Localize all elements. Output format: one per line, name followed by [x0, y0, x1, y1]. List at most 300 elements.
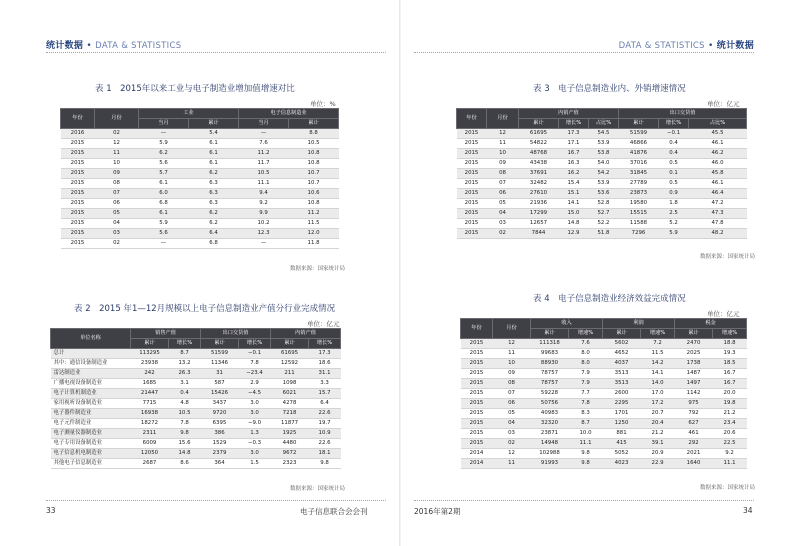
table3-unit: 单位：亿元: [707, 100, 740, 108]
table2-cell: 17.3: [309, 349, 341, 359]
table4: [460, 318, 747, 469]
table2-cell: 10.5: [169, 409, 201, 419]
table3-cell: 47.2: [689, 199, 747, 209]
table4-header-sub: 增速%: [641, 329, 675, 339]
running-head-right: [619, 38, 754, 51]
table1-row: [61, 179, 339, 189]
table1-cell: 8.8: [289, 129, 339, 139]
table3-cell: 15.4: [559, 179, 589, 189]
table3-header-sub: 占比%: [689, 119, 747, 129]
table1-cell: 9.9: [239, 209, 289, 219]
table2-cell: 18.6: [309, 359, 341, 369]
table1-cell: 9.2: [239, 199, 289, 209]
table3-cell: 32482: [519, 179, 559, 189]
table1-header-sub: 累计: [289, 119, 339, 129]
table1-source: 数据来源：国家统计局: [290, 266, 346, 272]
table4-header-sub: 增速%: [713, 329, 747, 339]
table2-unit: 单位：亿元: [307, 320, 340, 328]
table3-cell: 41876: [619, 149, 659, 159]
table3-cell: 53.9: [589, 139, 619, 149]
table2-cell: 12592: [271, 359, 309, 369]
table3-header-sub: 占比%: [589, 119, 619, 129]
table3-cell: 54.5: [589, 129, 619, 139]
table3-cell: 2015: [457, 149, 487, 159]
table3-cell: 52.8: [589, 199, 619, 209]
table3-cell: 12: [487, 129, 519, 139]
table2-cell: 2323: [271, 459, 309, 469]
table1-cell: 02: [95, 129, 139, 139]
table4-cell: 1497: [675, 379, 713, 389]
table4-cell: 9.2: [713, 449, 747, 459]
page-number-right: 34: [743, 506, 753, 515]
table3-cell: 02: [487, 229, 519, 239]
table2-row: [51, 379, 341, 389]
table4-cell: 23.4: [713, 419, 747, 429]
table3-cell: 46.1: [689, 139, 747, 149]
table4-cell: 9.8: [569, 459, 603, 469]
table3-cell: 15.0: [559, 209, 589, 219]
table3-row: [457, 189, 747, 199]
table2-cell: 26.3: [169, 369, 201, 379]
table2-cell: 11877: [271, 419, 309, 429]
table4-cell: 792: [675, 409, 713, 419]
table4-cell: 32320: [531, 419, 569, 429]
table2-cell: 242: [131, 369, 169, 379]
table1-cell: 6.1: [139, 209, 189, 219]
table1-cell: 12.0: [289, 229, 339, 239]
table4-cell: 111318: [531, 339, 569, 349]
journal-name: 电子信息联合会会刊: [300, 507, 368, 516]
table4-caption: 表 4 电子信息制造业经济效益完成情况: [533, 294, 686, 304]
table4-cell: 17.2: [641, 399, 675, 409]
table4-cell: 2600: [603, 389, 641, 399]
table2-cell: 6009: [131, 439, 169, 449]
table2-cell: 3.0: [239, 449, 271, 459]
table2-cell: 6395: [201, 419, 239, 429]
table2-cell: 电子元件制造业: [51, 419, 131, 429]
table2-cell: 13.2: [169, 359, 201, 369]
table1-row: [61, 139, 339, 149]
table3-cell: 11588: [619, 219, 659, 229]
table3-cell: 46.0: [689, 159, 747, 169]
table2-cell: 9.8: [169, 429, 201, 439]
table1-cell: 05: [95, 209, 139, 219]
table4-header-year: 年份: [461, 319, 493, 339]
table2-cell: 9672: [271, 449, 309, 459]
table4-row: [461, 449, 747, 459]
table3-cell: 15515: [619, 209, 659, 219]
table1-header-sub: 累计: [189, 119, 239, 129]
table2-cell: −4.5: [239, 389, 271, 399]
table4-header-sub: 累计: [675, 329, 713, 339]
table3-row: [457, 219, 747, 229]
table4-cell: 88930: [531, 359, 569, 369]
table2-cell: 0.4: [169, 389, 201, 399]
table2-header-sub: 增长%: [169, 339, 201, 349]
table1-cell: —: [239, 239, 289, 249]
table1-cell: 6.3: [189, 199, 239, 209]
table4-cell: 2014: [461, 459, 493, 469]
table3-cell: 61695: [519, 129, 559, 139]
table4-cell: 2470: [675, 339, 713, 349]
table3-cell: 15.1: [559, 189, 589, 199]
table3: [456, 108, 747, 239]
table3-cell: 16.3: [559, 159, 589, 169]
table2-cell: 电子器件制造业: [51, 409, 131, 419]
running-head-left-cn: 统计数据: [46, 41, 84, 51]
table4-cell: 11.5: [641, 349, 675, 359]
table3-cell: 12657: [519, 219, 559, 229]
table1-row: [61, 189, 339, 199]
table1-cell: 5.9: [139, 139, 189, 149]
table4-cell: 2015: [461, 359, 493, 369]
table2-cell: 电子信息机电制造业: [51, 449, 131, 459]
table4-header-sub: 累计: [603, 329, 641, 339]
table4-cell: 14.2: [641, 359, 675, 369]
table4-cell: 7.7: [569, 389, 603, 399]
table4-cell: 14.1: [641, 369, 675, 379]
table2-cell: 113295: [131, 349, 169, 359]
table3-cell: 16.7: [559, 149, 589, 159]
table1-cell: 6.0: [139, 189, 189, 199]
header-rule-right: [414, 52, 754, 53]
table2-cell: 电子专用设备制造业: [51, 439, 131, 449]
table1-cell: 02: [95, 239, 139, 249]
table4-unit: 单位：亿元: [707, 310, 740, 318]
table2-cell: 总计: [51, 349, 131, 359]
table2-cell: 广播电视设备制造业: [51, 379, 131, 389]
table4-cell: 2295: [603, 399, 641, 409]
table4-header-sub: 累计: [531, 329, 569, 339]
table2-cell: 4480: [271, 439, 309, 449]
table3-row: [457, 169, 747, 179]
table2-cell: 2.9: [239, 379, 271, 389]
table1-cell: 10.8: [289, 159, 339, 169]
table4-cell: 20.4: [641, 419, 675, 429]
table4-cell: 20.9: [641, 449, 675, 459]
table2-caption: 表 2 2015 年1—12月规模以上电子信息制造业产值分行业完成情况: [74, 304, 336, 314]
table4-cell: 14948: [531, 439, 569, 449]
table4-cell: 8.7: [569, 419, 603, 429]
table4-row: [461, 429, 747, 439]
table2-cell: −0.1: [239, 349, 271, 359]
table3-cell: 0.5: [659, 179, 689, 189]
table3-cell: 2015: [457, 209, 487, 219]
table4-cell: 78757: [531, 369, 569, 379]
table3-cell: 06: [487, 189, 519, 199]
table4-cell: 7.8: [569, 399, 603, 409]
table4-cell: 23871: [531, 429, 569, 439]
table2-source: 数据来源：国家统计局: [290, 486, 346, 492]
table2-row: [51, 449, 341, 459]
table4-cell: 39.1: [641, 439, 675, 449]
table1-cell: 2015: [61, 149, 95, 159]
table3-cell: 46.2: [689, 149, 747, 159]
table3-cell: 48768: [519, 149, 559, 159]
table4-cell: 11: [493, 459, 531, 469]
table2-cell: 19.7: [309, 419, 341, 429]
table4-cell: 292: [675, 439, 713, 449]
table3-row: [457, 209, 747, 219]
table3-cell: 2015: [457, 159, 487, 169]
table1-cell: 6.3: [189, 179, 239, 189]
page-number-left: 33: [46, 506, 56, 515]
table4-cell: 19.8: [713, 399, 747, 409]
table2-header-domestic: 内销产值: [271, 329, 341, 339]
table2-row: [51, 459, 341, 469]
table2-header-sub: 累计: [131, 339, 169, 349]
page-gutter: [399, 0, 401, 546]
table2-row: [51, 399, 341, 409]
table3-cell: 53.9: [589, 179, 619, 189]
table2-cell: 1.3: [239, 429, 271, 439]
table3-cell: 43438: [519, 159, 559, 169]
table2-cell: 雷达制造业: [51, 369, 131, 379]
table2-cell: 10.9: [309, 429, 341, 439]
table4-cell: 1142: [675, 389, 713, 399]
table3-header-year: 年份: [457, 109, 487, 129]
table1-row: [61, 209, 339, 219]
table4-cell: 16.7: [713, 379, 747, 389]
table4-row: [461, 439, 747, 449]
table4-cell: 1487: [675, 369, 713, 379]
table1-cell: 2015: [61, 239, 95, 249]
table3-cell: 03: [487, 219, 519, 229]
table2-body: [51, 349, 341, 469]
table2-row: [51, 439, 341, 449]
table4-cell: 05: [493, 409, 531, 419]
table4-cell: 7.2: [641, 339, 675, 349]
table1-cell: 12: [95, 139, 139, 149]
table2-cell: 23938: [131, 359, 169, 369]
table4-row: [461, 399, 747, 409]
table3-cell: 05: [487, 199, 519, 209]
table4-cell: 8.0: [569, 359, 603, 369]
table2-cell: 8.7: [169, 349, 201, 359]
table3-cell: 27789: [619, 179, 659, 189]
table1-cell: —: [139, 129, 189, 139]
table4-cell: 1701: [603, 409, 641, 419]
table4-cell: 20.7: [641, 409, 675, 419]
table4-cell: 07: [493, 389, 531, 399]
table2-cell: 3.0: [239, 399, 271, 409]
table4-cell: 2025: [675, 349, 713, 359]
table2-header-sub: 增长%: [309, 339, 341, 349]
table4-row: [461, 369, 747, 379]
table3-cell: 12.9: [559, 229, 589, 239]
table3-cell: 47.8: [689, 219, 747, 229]
running-head-right-en: DATA & STATISTICS: [618, 41, 705, 51]
table3-header-sub: 累计: [519, 119, 559, 129]
table3-cell: 0.1: [659, 169, 689, 179]
table4-cell: 7.9: [569, 369, 603, 379]
table4-cell: 627: [675, 419, 713, 429]
table1-cell: 2015: [61, 159, 95, 169]
table1-header-year: 年份: [61, 109, 95, 129]
table3-header-sub: 增长%: [659, 119, 689, 129]
table4-cell: 5052: [603, 449, 641, 459]
table2-cell: 31.1: [309, 369, 341, 379]
table1-cell: 2015: [61, 189, 95, 199]
table4-cell: 21.2: [641, 429, 675, 439]
table2: [50, 328, 341, 469]
table2-cell: 22.6: [309, 439, 341, 449]
table4-cell: 21.2: [713, 409, 747, 419]
table4-cell: 11: [493, 349, 531, 359]
table4-cell: 10.0: [569, 429, 603, 439]
table3-cell: 48.2: [689, 229, 747, 239]
table3-cell: 17.3: [559, 129, 589, 139]
table4-cell: 102988: [531, 449, 569, 459]
table2-cell: 1098: [271, 379, 309, 389]
table4-cell: 17.0: [641, 389, 675, 399]
table1-cell: 03: [95, 229, 139, 239]
table2-cell: 7.8: [239, 359, 271, 369]
table3-cell: 37691: [519, 169, 559, 179]
table2-cell: 2311: [131, 429, 169, 439]
table3-cell: 10: [487, 149, 519, 159]
table4-cell: 415: [603, 439, 641, 449]
table4-cell: 1738: [675, 359, 713, 369]
table3-cell: 5.2: [659, 219, 689, 229]
table2-cell: −9.0: [239, 419, 271, 429]
table1-row: [61, 129, 339, 139]
table3-cell: 19580: [619, 199, 659, 209]
table1-cell: 2015: [61, 209, 95, 219]
table1-cell: 6.8: [189, 239, 239, 249]
table3-cell: 2015: [457, 229, 487, 239]
table4-row: [461, 389, 747, 399]
table4-cell: 3513: [603, 379, 641, 389]
header-rule-left: [46, 52, 386, 53]
table3-cell: 52.7: [589, 209, 619, 219]
table2-header-sub: 累计: [201, 339, 239, 349]
table4-cell: 40983: [531, 409, 569, 419]
table4-cell: 18.8: [713, 339, 747, 349]
table4-cell: 2015: [461, 419, 493, 429]
table1-cell: 04: [95, 219, 139, 229]
table3-cell: 0.4: [659, 149, 689, 159]
table1-header-industry: 工业: [139, 109, 239, 119]
table1-row: [61, 149, 339, 159]
table4-cell: 9.8: [569, 449, 603, 459]
issue-label: 2016年第2期: [414, 507, 461, 516]
table3-caption: 表 3 电子信息制造业内、外销增速情况: [533, 84, 686, 94]
table1-cell: 5.6: [139, 229, 189, 239]
table3-cell: 2015: [457, 129, 487, 139]
table4-row: [461, 409, 747, 419]
table2-cell: 6.4: [309, 399, 341, 409]
table3-cell: 16.2: [559, 169, 589, 179]
table4-cell: 18.5: [713, 359, 747, 369]
table2-cell: 1685: [131, 379, 169, 389]
table3-cell: 54.2: [589, 169, 619, 179]
table2-header-export: 出口交货值: [201, 329, 271, 339]
table4-cell: 2015: [461, 399, 493, 409]
table1-cell: 6.8: [139, 199, 189, 209]
table2-row: [51, 349, 341, 359]
table1-cell: 06: [95, 199, 139, 209]
table3-cell: 23873: [619, 189, 659, 199]
table4-cell: 7.6: [569, 339, 603, 349]
table3-row: [457, 149, 747, 159]
table1-cell: 6.4: [189, 229, 239, 239]
table1-unit: 单位：%: [310, 100, 336, 108]
table4-cell: 12: [493, 339, 531, 349]
table1-cell: 10.5: [239, 169, 289, 179]
table4-cell: 22.9: [641, 459, 675, 469]
table1-cell: 6.1: [189, 149, 239, 159]
table1-row: [61, 229, 339, 239]
table2-cell: 12050: [131, 449, 169, 459]
table2-cell: 6021: [271, 389, 309, 399]
table2-cell: 16938: [131, 409, 169, 419]
table4-row: [461, 459, 747, 469]
table1-cell: 2015: [61, 139, 95, 149]
running-head-left-en: DATA & STATISTICS: [95, 41, 182, 51]
table4-header-revenue: 收入: [531, 319, 603, 329]
table3-cell: 14.1: [559, 199, 589, 209]
table1-cell: 5.9: [139, 219, 189, 229]
table4-cell: 59228: [531, 389, 569, 399]
table3-cell: 2015: [457, 169, 487, 179]
table2-row: [51, 409, 341, 419]
table4-row: [461, 349, 747, 359]
table4-cell: 10: [493, 359, 531, 369]
table2-cell: 4278: [271, 399, 309, 409]
table3-cell: 2015: [457, 189, 487, 199]
table2-cell: 2379: [201, 449, 239, 459]
table3-cell: 0.4: [659, 139, 689, 149]
table2-cell: −23.4: [239, 369, 271, 379]
table3-cell: 5.9: [659, 229, 689, 239]
table4-cell: 99683: [531, 349, 569, 359]
table1: [60, 108, 339, 249]
table3-cell: 14.8: [559, 219, 589, 229]
table4-cell: 8.0: [569, 349, 603, 359]
table1-cell: 08: [95, 179, 139, 189]
table1-cell: 6.1: [139, 179, 189, 189]
table4-cell: 06: [493, 399, 531, 409]
table4-cell: 2014: [461, 449, 493, 459]
table1-cell: 7.6: [239, 139, 289, 149]
table1-cell: 09: [95, 169, 139, 179]
table1-cell: 10: [95, 159, 139, 169]
table2-cell: 1529: [201, 439, 239, 449]
table1-row: [61, 169, 339, 179]
table2-cell: 14.8: [169, 449, 201, 459]
table4-cell: 881: [603, 429, 641, 439]
table3-cell: 53.6: [589, 189, 619, 199]
table1-header-month: 月份: [95, 109, 139, 129]
table2-cell: 7.8: [169, 419, 201, 429]
table2-row: [51, 369, 341, 379]
table2-cell: 61695: [271, 349, 309, 359]
table3-cell: 2015: [457, 219, 487, 229]
table2-row: [51, 389, 341, 399]
table4-cell: 8.3: [569, 409, 603, 419]
running-head-left: [46, 38, 181, 51]
table2-cell: 1.5: [239, 459, 271, 469]
table1-cell: 10.8: [289, 149, 339, 159]
table1-cell: 2015: [61, 219, 95, 229]
table1-cell: 10.2: [239, 219, 289, 229]
table2-cell: 3.3: [309, 379, 341, 389]
table4-cell: 20.0: [713, 389, 747, 399]
table1-caption: 表 1 2015年以来工业与电子制造业增加值增速对比: [95, 84, 295, 94]
table4-row: [461, 419, 747, 429]
table4-cell: 2015: [461, 389, 493, 399]
